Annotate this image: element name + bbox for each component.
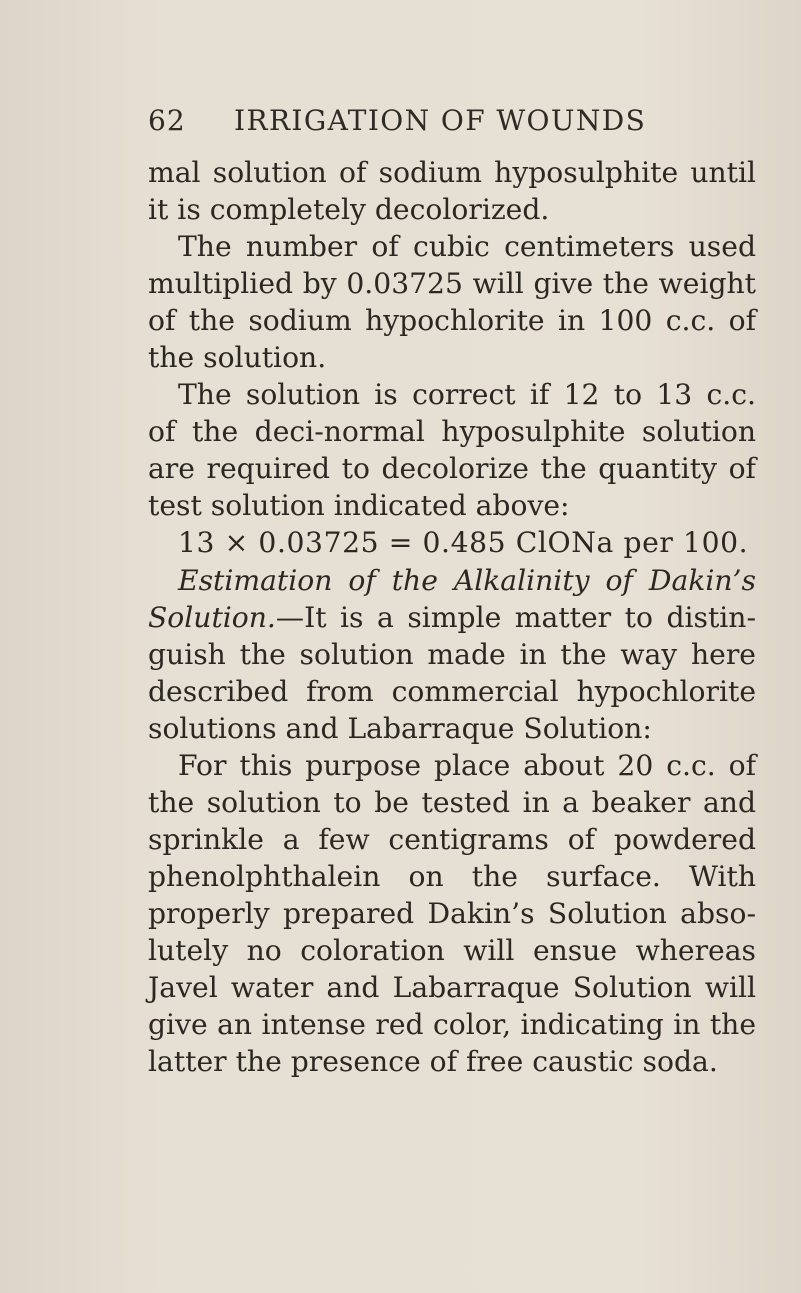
text-line: of the sodium hypochlorite in 100 c.c. of: [148, 304, 756, 338]
text-line: sprinkle a few centigrams of powdered: [148, 822, 756, 856]
page-header: [148, 104, 748, 144]
text-line: multiplied by 0.03725 will give the weight: [148, 267, 756, 301]
text-line: described from commercial hypochlorite: [148, 674, 756, 708]
text-line: guish the solution made in the way here: [148, 637, 756, 671]
text-line: the solution.: [148, 341, 327, 375]
page-number: 62: [148, 104, 186, 137]
text-line: test solution indicated above:: [148, 489, 570, 523]
section-heading-continued: Solution.: [148, 600, 276, 634]
text-line: the solution to be tested in a beaker and: [148, 785, 756, 819]
text-fragment: —It is a simple matter to distin-: [275, 600, 756, 634]
text-line: [148, 599, 756, 636]
section-heading: Estimation of the Alkalinity of Dakin’s: [178, 563, 756, 597]
text-line: solutions and Labarraque Solution:: [148, 711, 652, 745]
text-line: phenolphthalein on the surface. With: [148, 859, 756, 893]
text-line: of the deci-normal hyposulphite solution: [148, 415, 756, 449]
running-title: IRRIGATION OF WOUNDS: [234, 104, 647, 137]
text-line: it is completely decolorized.: [148, 193, 550, 227]
body-text: [148, 154, 756, 1080]
text-line: are required to decolorize the quantity of: [148, 452, 756, 486]
text-line: The solution is correct if 12 to 13 c.c.: [178, 378, 756, 412]
text-line: give an intense red color, indicating in the: [148, 1008, 756, 1042]
text-line: For this purpose place about 20 c.c. of: [178, 748, 756, 782]
text-line: lutely no coloration will ensue whereas: [148, 933, 756, 967]
text-line: properly prepared Dakin’s Solution abso-: [148, 896, 756, 930]
text-line: Javel water and Labarraque Solution will: [148, 971, 756, 1005]
formula-line: 13 × 0.03725 = 0.485 ClONa per 100.: [178, 526, 749, 560]
text-line: latter the presence of free caustic soda.: [148, 1045, 718, 1079]
text-line: The number of cubic centimeters used: [178, 230, 756, 264]
text-line: mal solution of sodium hyposulphite until: [148, 156, 756, 189]
